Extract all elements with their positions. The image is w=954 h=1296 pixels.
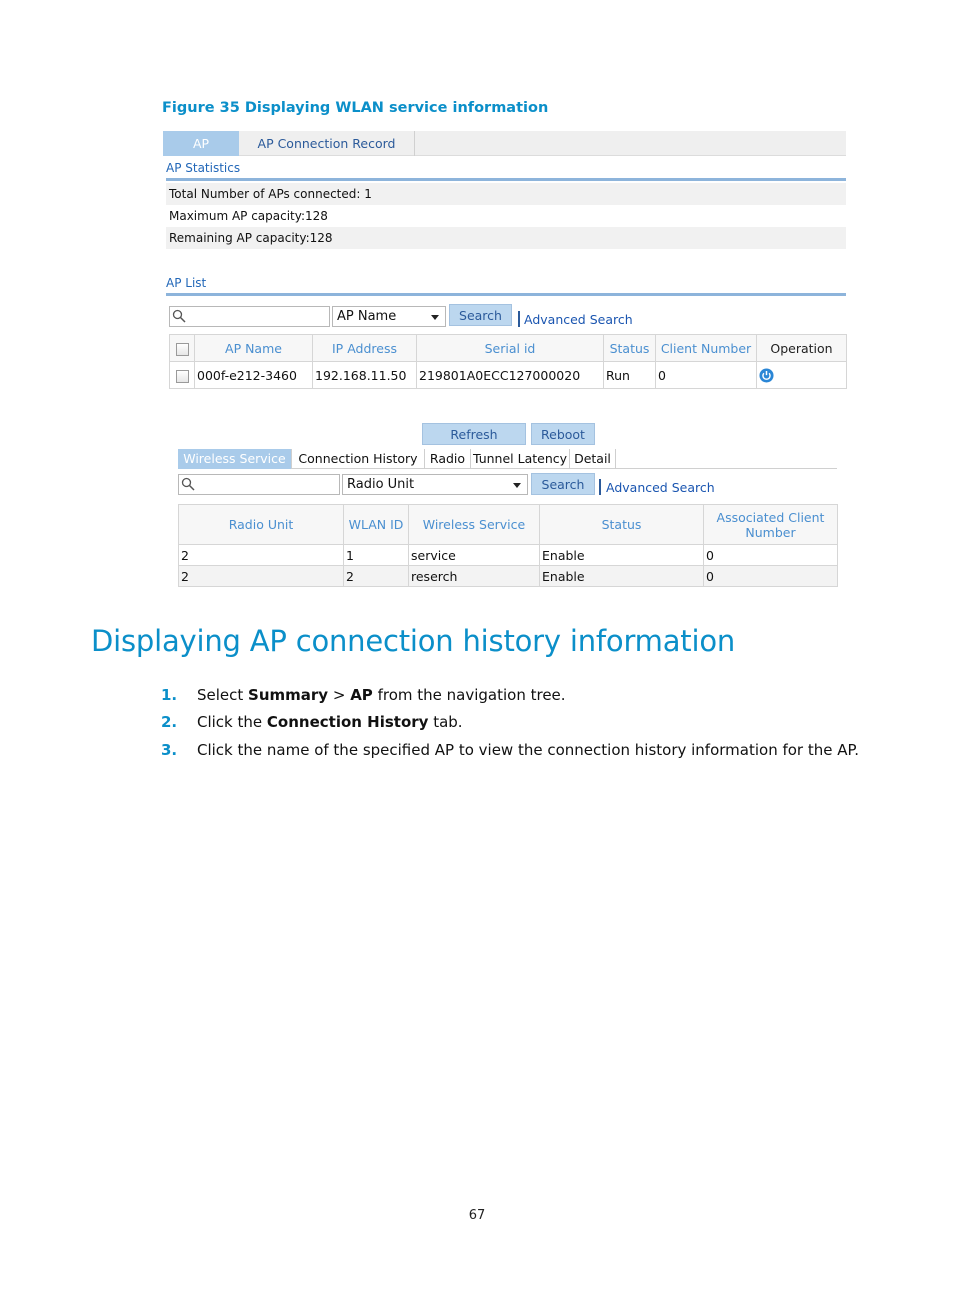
- ap-advanced-search-link[interactable]: Advanced Search: [524, 312, 633, 327]
- reboot-button[interactable]: Reboot: [531, 423, 595, 445]
- select-value: Radio Unit: [347, 477, 415, 492]
- ap-search-input[interactable]: [169, 306, 330, 327]
- radio-unit-cell: 2: [179, 566, 344, 587]
- step-number: 1.: [161, 686, 178, 704]
- ap-statistics-title: AP Statistics: [166, 161, 241, 175]
- ap-search-field-select[interactable]: [332, 306, 446, 327]
- tab-tunnel-latency[interactable]: Tunnel Latency: [471, 449, 570, 469]
- wireless-service-cell: reserch: [409, 566, 540, 587]
- stat-max-capacity: Maximum AP capacity:128: [169, 209, 328, 223]
- stat-remaining-capacity: Remaining AP capacity:128: [166, 227, 846, 249]
- serial-id-cell: 219801A0ECC127000020: [417, 362, 604, 389]
- wlan-id-cell: 1: [344, 545, 409, 566]
- wireless-service-cell: service: [409, 545, 540, 566]
- column-header[interactable]: Associated Client Number: [704, 505, 838, 545]
- top-tab-bar: [163, 131, 846, 156]
- status-cell: Run: [604, 362, 656, 389]
- ap-name-link[interactable]: 000f-e212-3460: [195, 362, 313, 389]
- step-text: Select Summary > AP from the navigation tree.: [197, 686, 566, 704]
- status-cell: Enable: [540, 545, 704, 566]
- separator: [599, 479, 601, 495]
- section-heading: Displaying AP connection history information: [91, 624, 736, 658]
- ap-list-title: AP List: [166, 276, 207, 290]
- figure-caption: Figure 35 Displaying WLAN service information: [162, 100, 549, 116]
- column-header[interactable]: Status: [604, 335, 656, 362]
- wireless-service-table: [178, 504, 838, 587]
- chevron-down-icon: [431, 315, 439, 320]
- row-checkbox[interactable]: [176, 370, 189, 383]
- step-number: 3.: [161, 741, 178, 759]
- radio-search-button[interactable]: Search: [531, 473, 595, 495]
- wlan-service-screenshot: [163, 131, 847, 586]
- search-icon: [181, 477, 195, 491]
- table-header-row: [170, 335, 847, 362]
- tab-detail[interactable]: Detail: [570, 449, 616, 469]
- column-header[interactable]: Status: [540, 505, 704, 545]
- table-header-row: [179, 505, 838, 545]
- tab-wireless-service[interactable]: Wireless Service: [178, 449, 292, 469]
- column-header[interactable]: Radio Unit: [179, 505, 344, 545]
- table-row: [179, 545, 838, 566]
- column-header[interactable]: IP Address: [313, 335, 417, 362]
- chevron-down-icon: [513, 483, 521, 488]
- client-number-cell: 0: [656, 362, 757, 389]
- radio-advanced-search-link[interactable]: Advanced Search: [606, 480, 715, 495]
- associated-client-cell: 0: [704, 545, 838, 566]
- wlan-id-cell: 2: [344, 566, 409, 587]
- radio-search-field-select[interactable]: [342, 474, 528, 495]
- step-number: 2.: [161, 713, 178, 731]
- select-value: AP Name: [337, 309, 397, 324]
- operation-cell: [757, 362, 847, 389]
- column-header[interactable]: Client Number: [656, 335, 757, 362]
- select-all-checkbox[interactable]: [176, 343, 189, 356]
- ap-search-button[interactable]: Search: [449, 304, 512, 326]
- refresh-button[interactable]: Refresh: [422, 423, 526, 445]
- ap-list-table: [169, 334, 847, 389]
- power-icon[interactable]: [759, 368, 774, 383]
- tab-ap[interactable]: AP: [163, 131, 239, 156]
- status-cell: Enable: [540, 566, 704, 587]
- tab-radio[interactable]: Radio: [425, 449, 471, 469]
- step-text: Click the Connection History tab.: [197, 713, 463, 731]
- section-divider: [166, 178, 846, 181]
- column-header[interactable]: AP Name: [195, 335, 313, 362]
- detail-tab-bar: [178, 449, 837, 469]
- column-header[interactable]: Serial id: [417, 335, 604, 362]
- page-number: 67: [468, 1208, 486, 1223]
- stat-total-aps: Total Number of APs connected: 1: [166, 183, 846, 205]
- radio-unit-cell: 2: [179, 545, 344, 566]
- column-header: Operation: [757, 335, 847, 362]
- table-row: [179, 566, 838, 587]
- tab-connection-history[interactable]: Connection History: [292, 449, 425, 469]
- search-icon: [172, 309, 186, 323]
- tab-ap-connection-record[interactable]: AP Connection Record: [239, 131, 415, 156]
- column-header[interactable]: Wireless Service: [409, 505, 540, 545]
- column-header[interactable]: WLAN ID: [344, 505, 409, 545]
- associated-client-cell: 0: [704, 566, 838, 587]
- separator: [518, 311, 520, 327]
- radio-search-input[interactable]: [178, 474, 340, 495]
- step-text: Click the name of the specified AP to view the connection history information for the AP.: [197, 741, 859, 759]
- ip-address-cell: 192.168.11.50: [313, 362, 417, 389]
- section-divider: [166, 293, 846, 296]
- table-row: [170, 362, 847, 389]
